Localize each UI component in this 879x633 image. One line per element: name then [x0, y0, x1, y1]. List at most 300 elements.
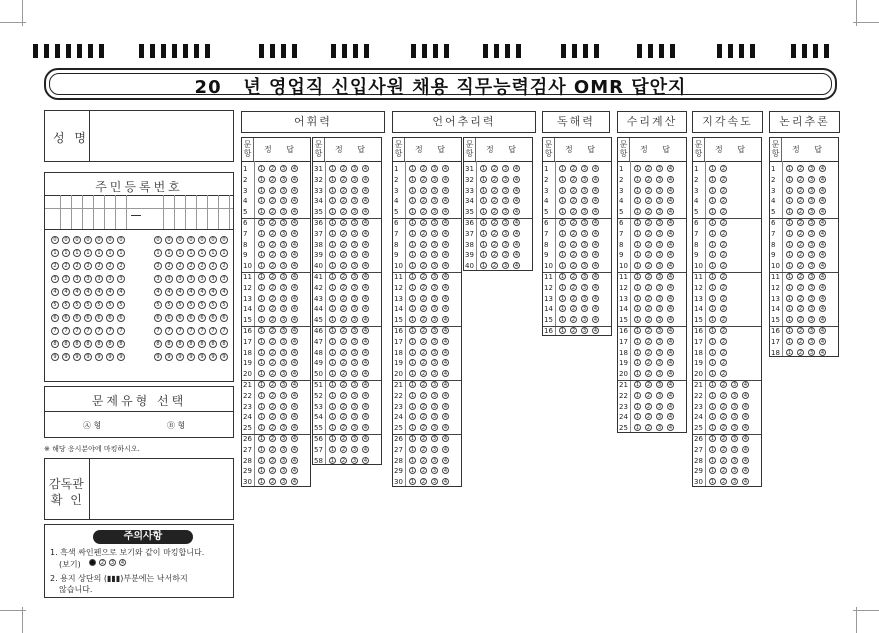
answer-bubble[interactable]: 1: [635, 209, 640, 216]
answer-bubble[interactable]: 2: [341, 166, 346, 172]
answer-bubble[interactable]: 2: [721, 328, 726, 334]
id-digit-bubble[interactable]: 8: [84, 340, 92, 348]
answer-bubble[interactable]: 1: [259, 457, 264, 464]
answer-bubble[interactable]: 1: [787, 306, 792, 313]
answer-bubble[interactable]: 3: [503, 198, 508, 205]
answer-bubble[interactable]: 2: [270, 360, 275, 367]
answer-bubble[interactable]: 2: [721, 425, 726, 432]
answer-bubble[interactable]: 4: [820, 220, 825, 226]
answer-bubble[interactable]: 2: [721, 306, 726, 313]
id-digit-bubble[interactable]: 3: [220, 275, 228, 283]
answer-bubble[interactable]: 1: [259, 317, 264, 324]
id-digit-bubble[interactable]: 9: [198, 353, 206, 361]
answer-bubble[interactable]: 1: [635, 252, 640, 259]
answer-bubble[interactable]: 4: [514, 241, 519, 248]
answer-bubble[interactable]: 1: [710, 187, 715, 194]
id-digit-bubble[interactable]: 0: [187, 236, 195, 244]
answer-bubble[interactable]: 4: [820, 187, 825, 194]
answer-bubble[interactable]: 4: [443, 468, 448, 475]
answer-bubble[interactable]: 2: [646, 414, 651, 421]
answer-bubble[interactable]: 1: [710, 436, 715, 442]
answer-bubble[interactable]: 3: [281, 230, 286, 237]
answer-bubble[interactable]: 1: [635, 392, 640, 399]
answer-bubble[interactable]: 3: [657, 176, 662, 183]
answer-bubble[interactable]: 1: [330, 241, 335, 248]
answer-bubble[interactable]: 4: [292, 230, 297, 237]
answer-bubble[interactable]: 2: [646, 252, 651, 259]
answer-bubble[interactable]: 4: [363, 252, 368, 259]
answer-bubble[interactable]: 1: [787, 187, 792, 194]
answer-bubble[interactable]: 3: [809, 295, 814, 302]
id-digit-bubble[interactable]: 5: [51, 301, 59, 309]
id-digit-bubble[interactable]: 3: [106, 275, 114, 283]
answer-bubble[interactable]: 2: [421, 209, 426, 216]
answer-bubble[interactable]: 1: [787, 263, 792, 270]
answer-bubble[interactable]: 3: [352, 436, 357, 442]
answer-bubble[interactable]: 1: [410, 166, 415, 172]
answer-bubble[interactable]: 4: [292, 446, 297, 453]
answer-bubble[interactable]: 4: [820, 274, 825, 280]
answer-bubble[interactable]: 4: [443, 436, 448, 442]
answer-bubble[interactable]: 1: [710, 414, 715, 421]
answer-bubble[interactable]: 2: [270, 295, 275, 302]
answer-bubble[interactable]: 3: [281, 349, 286, 356]
answer-bubble[interactable]: 4: [514, 209, 519, 216]
answer-bubble[interactable]: 4: [292, 220, 297, 226]
id-digit-bubble[interactable]: 8: [176, 340, 184, 348]
answer-bubble[interactable]: 3: [809, 176, 814, 183]
answer-bubble[interactable]: 4: [668, 230, 673, 237]
type-a-option[interactable]: Ⓐ 형: [83, 421, 102, 430]
answer-bubble[interactable]: 3: [432, 338, 437, 345]
answer-bubble[interactable]: 3: [432, 436, 437, 442]
answer-bubble[interactable]: 3: [352, 403, 357, 410]
answer-bubble[interactable]: 2: [341, 457, 346, 464]
answer-bubble[interactable]: 1: [330, 338, 335, 345]
answer-bubble[interactable]: 3: [657, 317, 662, 324]
id-digit-bubble[interactable]: 6: [187, 314, 195, 322]
answer-bubble[interactable]: 4: [743, 468, 748, 475]
answer-bubble[interactable]: 4: [292, 328, 297, 334]
answer-bubble[interactable]: 1: [635, 371, 640, 378]
id-digit-bubble[interactable]: 0: [62, 236, 70, 244]
answer-bubble[interactable]: 2: [270, 446, 275, 453]
answer-bubble[interactable]: 1: [259, 382, 264, 388]
answer-bubble[interactable]: 3: [809, 187, 814, 194]
answer-bubble[interactable]: 1: [410, 436, 415, 442]
answer-bubble[interactable]: 2: [798, 209, 803, 216]
answer-bubble[interactable]: 4: [593, 209, 598, 216]
answer-bubble[interactable]: 3: [809, 263, 814, 270]
answer-bubble[interactable]: 4: [820, 230, 825, 237]
answer-bubble[interactable]: 2: [341, 392, 346, 399]
answer-bubble[interactable]: 2: [721, 198, 726, 205]
answer-bubble[interactable]: 3: [582, 328, 587, 334]
answer-bubble[interactable]: 3: [352, 263, 357, 270]
answer-bubble[interactable]: 1: [410, 392, 415, 399]
answer-bubble[interactable]: 1: [410, 198, 415, 205]
answer-bubble[interactable]: 3: [281, 392, 286, 399]
id-digit-bubble[interactable]: 0: [117, 236, 125, 244]
id-digit-bubble[interactable]: 0: [106, 236, 114, 244]
answer-bubble[interactable]: 2: [421, 457, 426, 464]
answer-bubble[interactable]: 4: [292, 252, 297, 259]
id-digit-bubble[interactable]: 4: [209, 288, 217, 296]
id-digit-bubble[interactable]: 5: [220, 301, 228, 309]
answer-bubble[interactable]: 2: [270, 382, 275, 388]
answer-bubble[interactable]: 3: [503, 166, 508, 172]
answer-bubble[interactable]: 1: [259, 414, 264, 421]
answer-bubble[interactable]: 1: [259, 252, 264, 259]
answer-bubble[interactable]: 4: [443, 317, 448, 324]
id-digit-bubble[interactable]: 4: [62, 288, 70, 296]
answer-bubble[interactable]: 4: [668, 414, 673, 421]
answer-bubble[interactable]: 3: [503, 241, 508, 248]
answer-bubble[interactable]: 1: [635, 284, 640, 291]
answer-bubble[interactable]: 1: [560, 209, 565, 216]
answer-bubble[interactable]: 1: [710, 176, 715, 183]
answer-bubble[interactable]: 3: [582, 198, 587, 205]
id-digit-bubble[interactable]: 2: [95, 262, 103, 270]
answer-bubble[interactable]: 3: [281, 328, 286, 334]
answer-bubble[interactable]: 2: [341, 220, 346, 226]
id-digit-bubble[interactable]: 4: [95, 288, 103, 296]
id-digit-bubble[interactable]: 2: [165, 262, 173, 270]
answer-bubble[interactable]: 4: [668, 220, 673, 226]
answer-bubble[interactable]: 4: [668, 187, 673, 194]
answer-bubble[interactable]: 3: [432, 446, 437, 453]
answer-bubble[interactable]: 2: [341, 306, 346, 313]
answer-bubble[interactable]: 1: [259, 479, 264, 486]
answer-bubble[interactable]: 1: [330, 317, 335, 324]
id-digit-bubble[interactable]: 2: [154, 262, 162, 270]
id-digit-bubble[interactable]: 1: [176, 249, 184, 257]
id-digit-bubble[interactable]: 3: [154, 275, 162, 283]
answer-bubble[interactable]: 2: [571, 317, 576, 324]
answer-bubble[interactable]: 3: [432, 295, 437, 302]
answer-bubble[interactable]: 2: [646, 328, 651, 334]
answer-bubble[interactable]: 4: [593, 274, 598, 280]
id-digit-bubble[interactable]: 6: [51, 314, 59, 322]
answer-bubble[interactable]: 2: [341, 328, 346, 334]
answer-bubble[interactable]: 2: [341, 436, 346, 442]
answer-bubble[interactable]: 4: [820, 176, 825, 183]
answer-bubble[interactable]: 4: [363, 403, 368, 410]
answer-bubble[interactable]: 2: [270, 187, 275, 194]
answer-bubble[interactable]: 4: [363, 274, 368, 280]
answer-bubble[interactable]: 4: [292, 284, 297, 291]
answer-bubble[interactable]: 1: [481, 230, 486, 237]
answer-bubble[interactable]: 2: [571, 295, 576, 302]
answer-bubble[interactable]: 1: [787, 295, 792, 302]
id-digit-bubble[interactable]: 1: [95, 249, 103, 257]
answer-bubble[interactable]: 2: [798, 338, 803, 345]
answer-bubble[interactable]: 1: [410, 220, 415, 226]
answer-bubble[interactable]: 3: [281, 187, 286, 194]
answer-bubble[interactable]: 3: [352, 176, 357, 183]
answer-bubble[interactable]: 2: [646, 230, 651, 237]
answer-bubble[interactable]: 3: [809, 230, 814, 237]
answer-bubble[interactable]: 3: [582, 295, 587, 302]
answer-bubble[interactable]: 4: [668, 176, 673, 183]
answer-bubble[interactable]: 1: [330, 295, 335, 302]
answer-bubble[interactable]: 1: [635, 230, 640, 237]
answer-bubble[interactable]: 3: [281, 436, 286, 442]
answer-bubble[interactable]: 2: [421, 425, 426, 432]
answer-bubble[interactable]: 3: [432, 209, 437, 216]
answer-bubble[interactable]: 3: [352, 284, 357, 291]
answer-bubble[interactable]: 3: [432, 220, 437, 226]
answer-bubble[interactable]: 4: [292, 425, 297, 432]
answer-bubble[interactable]: 4: [514, 220, 519, 226]
answer-bubble[interactable]: 3: [352, 295, 357, 302]
answer-bubble[interactable]: 2: [721, 241, 726, 248]
answer-bubble[interactable]: 4: [363, 425, 368, 432]
answer-bubble[interactable]: 2: [270, 371, 275, 378]
answer-bubble[interactable]: 2: [646, 371, 651, 378]
answer-bubble[interactable]: 4: [668, 317, 673, 324]
answer-bubble[interactable]: 2: [421, 220, 426, 226]
id-digit-bubble[interactable]: 1: [187, 249, 195, 257]
id-digit-bubble[interactable]: 7: [62, 327, 70, 335]
answer-bubble[interactable]: 1: [787, 284, 792, 291]
id-digit-bubble[interactable]: 3: [117, 275, 125, 283]
answer-bubble[interactable]: 4: [443, 360, 448, 367]
answer-bubble[interactable]: 1: [410, 295, 415, 302]
answer-bubble[interactable]: 2: [341, 446, 346, 453]
answer-bubble[interactable]: 2: [646, 392, 651, 399]
answer-bubble[interactable]: 3: [732, 479, 737, 486]
answer-bubble[interactable]: 1: [330, 284, 335, 291]
answer-bubble[interactable]: 1: [710, 349, 715, 356]
answer-bubble[interactable]: 3: [432, 457, 437, 464]
answer-bubble[interactable]: 2: [571, 263, 576, 270]
answer-bubble[interactable]: 1: [259, 338, 264, 345]
answer-bubble[interactable]: 2: [646, 241, 651, 248]
answer-bubble[interactable]: 1: [330, 274, 335, 280]
answer-bubble[interactable]: 2: [721, 295, 726, 302]
answer-bubble[interactable]: 2: [646, 284, 651, 291]
answer-bubble[interactable]: 3: [281, 371, 286, 378]
answer-bubble[interactable]: 1: [410, 457, 415, 464]
answer-bubble[interactable]: 2: [646, 274, 651, 280]
id-digit-bubble[interactable]: 8: [154, 340, 162, 348]
answer-bubble[interactable]: 4: [668, 349, 673, 356]
answer-bubble[interactable]: 4: [443, 371, 448, 378]
answer-bubble[interactable]: 1: [635, 328, 640, 334]
answer-bubble[interactable]: 4: [593, 241, 598, 248]
answer-bubble[interactable]: 3: [732, 414, 737, 421]
answer-bubble[interactable]: 2: [492, 252, 497, 259]
answer-bubble[interactable]: 1: [787, 166, 792, 172]
answer-bubble[interactable]: 2: [270, 209, 275, 216]
answer-bubble[interactable]: 3: [432, 371, 437, 378]
id-digit-bubble[interactable]: 5: [165, 301, 173, 309]
answer-bubble[interactable]: 1: [481, 241, 486, 248]
answer-bubble[interactable]: 1: [710, 241, 715, 248]
answer-bubble[interactable]: 2: [646, 317, 651, 324]
answer-bubble[interactable]: 2: [721, 414, 726, 421]
answer-bubble[interactable]: 4: [668, 166, 673, 172]
answer-bubble[interactable]: 2: [571, 187, 576, 194]
answer-bubble[interactable]: 2: [646, 198, 651, 205]
answer-bubble[interactable]: 2: [421, 349, 426, 356]
answer-bubble[interactable]: 3: [432, 166, 437, 172]
answer-bubble[interactable]: 2: [270, 457, 275, 464]
id-digit-bubble[interactable]: 2: [176, 262, 184, 270]
answer-bubble[interactable]: 3: [809, 166, 814, 172]
id-digit-bubble[interactable]: 5: [154, 301, 162, 309]
answer-bubble[interactable]: 4: [363, 198, 368, 205]
answer-bubble[interactable]: 3: [657, 284, 662, 291]
id-digit-bubble[interactable]: 9: [62, 353, 70, 361]
answer-bubble[interactable]: 4: [743, 446, 748, 453]
answer-bubble[interactable]: 4: [668, 392, 673, 399]
answer-bubble[interactable]: 1: [710, 446, 715, 453]
answer-bubble[interactable]: 4: [292, 479, 297, 486]
answer-bubble[interactable]: 3: [809, 252, 814, 259]
answer-bubble[interactable]: 1: [410, 414, 415, 421]
answer-bubble[interactable]: 1: [710, 306, 715, 313]
answer-bubble[interactable]: 3: [657, 198, 662, 205]
answer-bubble[interactable]: 4: [593, 263, 598, 270]
answer-bubble[interactable]: 1: [330, 176, 335, 183]
answer-bubble[interactable]: 4: [443, 252, 448, 259]
answer-bubble[interactable]: 3: [503, 187, 508, 194]
answer-bubble[interactable]: 1: [710, 479, 715, 486]
answer-bubble[interactable]: 1: [410, 187, 415, 194]
answer-bubble[interactable]: 4: [743, 403, 748, 410]
answer-bubble[interactable]: 1: [330, 382, 335, 388]
answer-bubble[interactable]: 3: [657, 328, 662, 334]
answer-bubble[interactable]: 1: [410, 425, 415, 432]
answer-bubble[interactable]: 2: [270, 479, 275, 486]
answer-bubble[interactable]: 1: [259, 349, 264, 356]
answer-bubble[interactable]: 4: [514, 252, 519, 259]
answer-bubble[interactable]: 4: [292, 468, 297, 475]
answer-bubble[interactable]: 3: [352, 392, 357, 399]
answer-bubble[interactable]: 4: [820, 295, 825, 302]
answer-bubble[interactable]: 2: [721, 468, 726, 475]
answer-bubble[interactable]: 1: [635, 241, 640, 248]
answer-bubble[interactable]: 2: [270, 403, 275, 410]
answer-bubble[interactable]: 4: [443, 425, 448, 432]
answer-bubble[interactable]: 4: [593, 317, 598, 324]
id-digit-bubble[interactable]: 8: [106, 340, 114, 348]
answer-bubble[interactable]: 4: [668, 295, 673, 302]
answer-bubble[interactable]: 1: [259, 295, 264, 302]
answer-bubble[interactable]: 3: [657, 338, 662, 345]
answer-bubble[interactable]: 1: [560, 252, 565, 259]
answer-bubble[interactable]: 1: [710, 338, 715, 345]
answer-bubble[interactable]: 3: [732, 468, 737, 475]
answer-bubble[interactable]: 2: [421, 338, 426, 345]
answer-bubble[interactable]: 2: [341, 263, 346, 270]
answer-bubble[interactable]: 1: [710, 403, 715, 410]
answer-bubble[interactable]: 2: [421, 468, 426, 475]
answer-bubble[interactable]: 3: [281, 252, 286, 259]
answer-bubble[interactable]: 3: [432, 198, 437, 205]
answer-bubble[interactable]: 3: [432, 176, 437, 183]
answer-bubble[interactable]: 3: [582, 317, 587, 324]
answer-bubble[interactable]: 1: [481, 209, 486, 216]
id-digit-bubble[interactable]: 4: [84, 288, 92, 296]
answer-bubble[interactable]: 4: [363, 328, 368, 334]
answer-bubble[interactable]: 2: [270, 166, 275, 172]
answer-bubble[interactable]: 2: [421, 317, 426, 324]
answer-bubble[interactable]: 3: [732, 382, 737, 388]
answer-bubble[interactable]: 2: [341, 371, 346, 378]
answer-bubble[interactable]: 3: [432, 392, 437, 399]
answer-bubble[interactable]: 4: [363, 209, 368, 216]
answer-bubble[interactable]: 3: [657, 295, 662, 302]
answer-bubble[interactable]: 2: [646, 176, 651, 183]
answer-bubble[interactable]: 3: [657, 241, 662, 248]
answer-bubble[interactable]: 3: [582, 176, 587, 183]
answer-bubble[interactable]: 3: [809, 349, 814, 356]
answer-bubble[interactable]: 2: [721, 187, 726, 194]
id-digit-bubble[interactable]: 2: [73, 262, 81, 270]
answer-bubble[interactable]: 4: [363, 382, 368, 388]
answer-bubble[interactable]: 3: [281, 403, 286, 410]
answer-bubble[interactable]: 2: [721, 371, 726, 378]
answer-bubble[interactable]: 1: [635, 306, 640, 313]
answer-bubble[interactable]: 2: [571, 241, 576, 248]
answer-bubble[interactable]: 2: [341, 295, 346, 302]
answer-bubble[interactable]: 3: [732, 403, 737, 410]
answer-bubble[interactable]: 2: [421, 306, 426, 313]
answer-bubble[interactable]: 2: [646, 187, 651, 194]
answer-bubble[interactable]: 4: [443, 241, 448, 248]
answer-bubble[interactable]: 1: [560, 274, 565, 280]
answer-bubble[interactable]: 2: [721, 284, 726, 291]
answer-bubble[interactable]: 1: [330, 425, 335, 432]
id-digit-bubble[interactable]: 8: [220, 340, 228, 348]
answer-bubble[interactable]: 4: [820, 166, 825, 172]
id-digit-bubble[interactable]: 1: [73, 249, 81, 257]
answer-bubble[interactable]: 2: [798, 241, 803, 248]
answer-bubble[interactable]: 2: [421, 187, 426, 194]
answer-bubble[interactable]: 4: [292, 392, 297, 399]
answer-bubble[interactable]: 1: [635, 187, 640, 194]
answer-bubble[interactable]: 3: [352, 360, 357, 367]
answer-bubble[interactable]: 3: [582, 220, 587, 226]
answer-bubble[interactable]: 4: [292, 349, 297, 356]
answer-bubble[interactable]: 3: [352, 425, 357, 432]
id-digit-bubble[interactable]: 4: [187, 288, 195, 296]
answer-bubble[interactable]: 4: [363, 457, 368, 464]
answer-bubble[interactable]: 3: [281, 274, 286, 280]
answer-bubble[interactable]: 2: [421, 371, 426, 378]
answer-bubble[interactable]: 1: [259, 230, 264, 237]
answer-bubble[interactable]: 3: [657, 371, 662, 378]
answer-bubble[interactable]: 3: [281, 284, 286, 291]
answer-bubble[interactable]: 4: [668, 403, 673, 410]
id-digit-bubble[interactable]: 6: [154, 314, 162, 322]
id-digit-bubble[interactable]: 4: [51, 288, 59, 296]
answer-bubble[interactable]: 2: [421, 479, 426, 486]
answer-bubble[interactable]: 4: [363, 295, 368, 302]
id-digit-bubble[interactable]: 0: [165, 236, 173, 244]
answer-bubble[interactable]: 4: [443, 295, 448, 302]
answer-bubble[interactable]: 1: [635, 414, 640, 421]
answer-bubble[interactable]: 3: [352, 446, 357, 453]
answer-bubble[interactable]: 4: [743, 457, 748, 464]
id-digit-bubble[interactable]: 4: [154, 288, 162, 296]
answer-bubble[interactable]: 3: [432, 425, 437, 432]
id-digit-bubble[interactable]: 4: [165, 288, 173, 296]
answer-bubble[interactable]: 1: [635, 198, 640, 205]
